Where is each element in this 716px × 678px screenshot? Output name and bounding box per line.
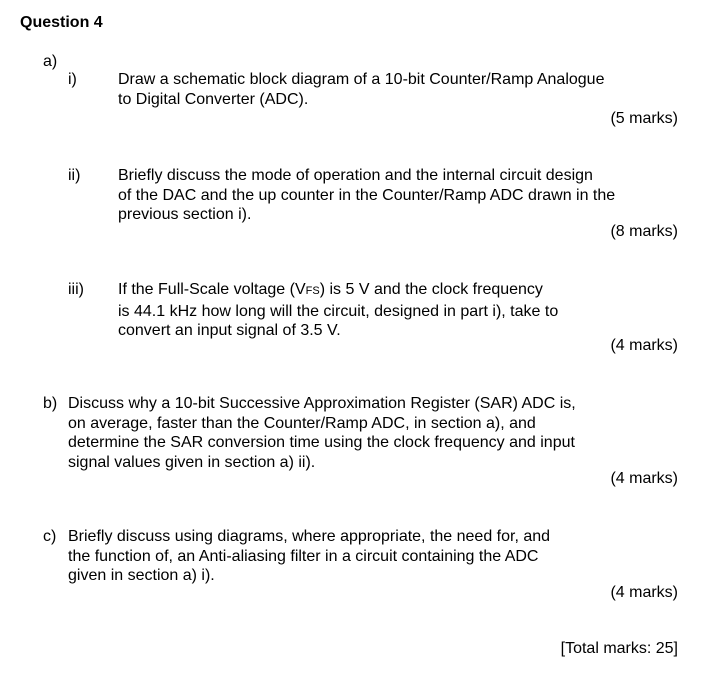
text-line: Discuss why a 10-bit Successive Approximation Register (SAR) ADC is, bbox=[68, 395, 576, 412]
text-line: on average, faster than the Counter/Ramp ADC, in section a), and bbox=[68, 414, 536, 432]
part-c-label: c) bbox=[43, 528, 57, 545]
text-line: to Digital Converter (ADC). bbox=[118, 90, 309, 108]
text-line: the function of, an Anti-aliasing filter in a circuit containing the ADC bbox=[68, 547, 539, 565]
text-span: If the Full-Scale voltage (V bbox=[118, 281, 306, 298]
text-line: of the DAC and the up counter in the Counter/Ramp ADC drawn in the bbox=[118, 186, 616, 204]
text-line: determine the SAR conversion time using the clock frequency and input bbox=[68, 434, 575, 451]
part-a-ii-marks: (8 marks) bbox=[610, 223, 678, 240]
part-a-ii-number: ii) bbox=[68, 167, 81, 184]
part-a-label: a) bbox=[43, 53, 58, 70]
part-b-label: b) bbox=[43, 395, 58, 412]
text-line bbox=[118, 280, 558, 302]
part-a-i-text bbox=[118, 70, 604, 109]
text-line: previous section i). bbox=[118, 206, 252, 223]
text-line: is 44.1 kHz how long will the circuit, designed in part i), take to bbox=[118, 302, 559, 320]
text-line: convert an input signal of 3.5 V. bbox=[118, 322, 341, 339]
part-a-iii-marks: (4 marks) bbox=[610, 337, 678, 354]
part-c-marks: (4 marks) bbox=[610, 584, 678, 601]
part-b-text bbox=[68, 394, 576, 472]
part-a-ii-text bbox=[118, 166, 615, 225]
text-line: Draw a schematic block diagram of a 10-bit Counter/Ramp Analogue bbox=[118, 71, 605, 88]
text-line: Briefly discuss using diagrams, where appropriate, the need for, and bbox=[68, 528, 551, 545]
question-title: Question 4 bbox=[20, 14, 103, 31]
part-a-i-marks: (5 marks) bbox=[610, 110, 678, 127]
part-a-iii-text bbox=[118, 280, 558, 341]
text-line: Briefly discuss the mode of operation and the internal circuit design bbox=[118, 167, 593, 184]
part-a-i-number: i) bbox=[68, 71, 77, 88]
text-span: ) is 5 V and the clock frequency bbox=[319, 281, 543, 298]
part-b-marks: (4 marks) bbox=[610, 470, 678, 487]
subscript: FS bbox=[305, 285, 320, 297]
part-c-text bbox=[68, 527, 550, 586]
part-a-iii-number: iii) bbox=[68, 281, 84, 298]
text-line: signal values given in section a) ii). bbox=[68, 453, 316, 471]
total-marks: [Total marks: 25] bbox=[560, 640, 678, 657]
text-line: given in section a) i). bbox=[68, 567, 215, 584]
